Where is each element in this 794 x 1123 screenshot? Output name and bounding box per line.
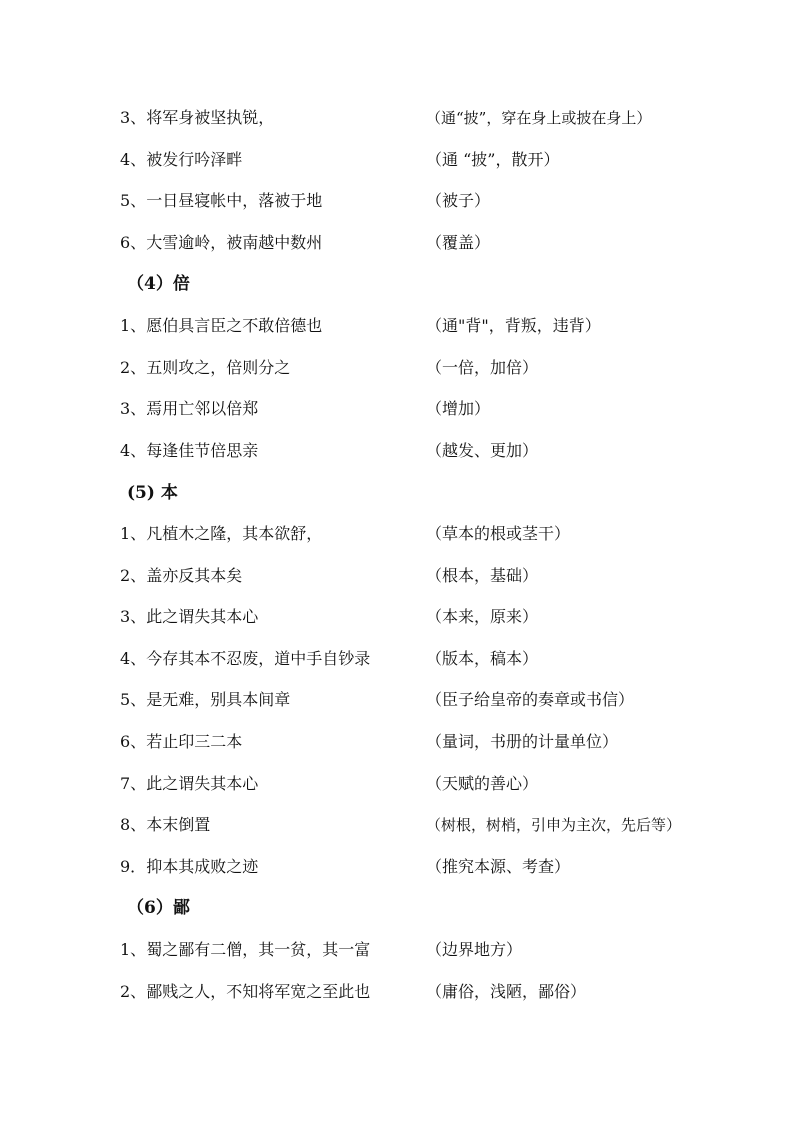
entry-gloss: （草本的根或茎干） <box>426 524 571 543</box>
entry-number: 4、 <box>120 150 147 169</box>
entry-number: 6、 <box>120 233 147 252</box>
entry-bei-5 <box>120 189 720 213</box>
entry-gloss: （版本，稿本） <box>426 649 539 668</box>
section-heading-bi: （6）鄙 <box>127 898 190 918</box>
entry-sentence: 蜀之鄙有二僧，其一贫，其一富 <box>146 940 371 959</box>
entry-number: 1、 <box>120 524 147 543</box>
entry-number: 8、 <box>120 815 147 834</box>
entry-sentence: 此之谓失其本心 <box>146 607 259 626</box>
entry-sentence: 盖亦反其本矣 <box>146 566 243 585</box>
entry-number: 3、 <box>120 399 147 418</box>
entry-gloss: （臣子给皇帝的奏章或书信） <box>426 690 635 709</box>
entry-gloss: （树根，树梢，引申为主次，先后等） <box>426 816 682 834</box>
entry-number: 1、 <box>120 940 147 959</box>
entry-bi-1 <box>120 938 720 962</box>
entry-sentence: 此之谓失其本心 <box>146 774 259 793</box>
entry-gloss: （越发、更加） <box>426 441 539 460</box>
entry-number: 4、 <box>120 441 147 460</box>
entry-gloss: （量词，书册的计量单位） <box>426 732 619 751</box>
entry-gloss: （一倍，加倍） <box>426 358 539 377</box>
entry-sentence: 被发行吟泽畔 <box>146 150 243 169</box>
entry-sentence: 若止印三二本 <box>146 732 243 751</box>
entry-ben-5 <box>120 688 720 712</box>
entry-gloss: （覆盖） <box>426 233 491 252</box>
entry-sentence: 凡植木之隆，其本欲舒， <box>146 524 323 543</box>
entry-number: 5、 <box>120 690 147 709</box>
entry-sentence: 焉用亡邻以倍郑 <box>146 399 259 418</box>
entry-number: 3、 <box>120 108 147 127</box>
entry-bei-3 <box>120 106 720 130</box>
entry-bei-4 <box>120 148 720 172</box>
section-heading-ben: (5) 本 <box>127 483 178 503</box>
entry-ben-3 <box>120 605 720 629</box>
entry-sentence: 今存其本不忍废，道中手自钞录 <box>146 649 371 668</box>
entry-number: 2、 <box>120 982 147 1001</box>
entry-number: 4、 <box>120 649 147 668</box>
entry-gloss: （本来，原来） <box>426 607 539 626</box>
entry-sentence: 鄙贱之人，不知将军宽之至此也 <box>146 982 371 1001</box>
entry-bi-2 <box>120 980 720 1004</box>
entry-number: 1、 <box>120 316 147 335</box>
entry-bei2-4 <box>120 439 720 463</box>
entry-number: 2、 <box>120 566 147 585</box>
entry-bei2-3 <box>120 397 720 421</box>
entry-gloss: （增加） <box>426 399 491 418</box>
entry-ben-7 <box>120 772 720 796</box>
entry-bei2-2 <box>120 356 720 380</box>
entry-gloss: （通"背"，背叛，违背） <box>426 316 601 335</box>
entry-gloss: （边界地方） <box>426 940 523 959</box>
entry-gloss: （通“披”，穿在身上或披在身上） <box>426 109 652 127</box>
entry-sentence: 将军身被坚执锐， <box>146 108 275 127</box>
entry-gloss: （天赋的善心） <box>426 774 539 793</box>
entry-gloss: （推究本源、考查） <box>426 857 571 876</box>
entry-ben-6 <box>120 730 720 754</box>
entry-bei2-1 <box>120 314 720 338</box>
entry-sentence: 抑本其成败之迹 <box>146 857 259 876</box>
entry-sentence: 是无难，别具本间章 <box>146 690 291 709</box>
entry-bei-6 <box>120 231 720 255</box>
entry-gloss: （被子） <box>426 191 491 210</box>
entry-number: 7、 <box>120 774 147 793</box>
entry-number: 2、 <box>120 358 147 377</box>
entry-gloss: （根本，基础） <box>426 566 539 585</box>
entry-number: 5、 <box>120 191 147 210</box>
entry-ben-9 <box>120 855 720 879</box>
entry-ben-4 <box>120 647 720 671</box>
entry-sentence: 一日昼寝帐中，落被于地 <box>146 191 323 210</box>
entry-number: 6、 <box>120 732 147 751</box>
entry-ben-8 <box>120 813 720 837</box>
entry-sentence: 大雪逾岭，被南越中数州 <box>146 233 323 252</box>
entry-sentence: 愿伯具言臣之不敢倍德也 <box>146 316 323 335</box>
entry-gloss: （通 “披”，散开） <box>426 150 560 169</box>
entry-gloss: （庸俗，浅陋，鄙俗） <box>426 982 587 1001</box>
entry-ben-2 <box>120 564 720 588</box>
entry-sentence: 每逢佳节倍思亲 <box>146 441 259 460</box>
entry-ben-1 <box>120 522 720 546</box>
section-heading-bei-double: （4）倍 <box>127 274 190 294</box>
entry-sentence: 五则攻之，倍则分之 <box>146 358 291 377</box>
entry-number: 3、 <box>120 607 147 626</box>
entry-number: 9． <box>120 857 147 876</box>
entry-sentence: 本末倒置 <box>146 815 211 834</box>
